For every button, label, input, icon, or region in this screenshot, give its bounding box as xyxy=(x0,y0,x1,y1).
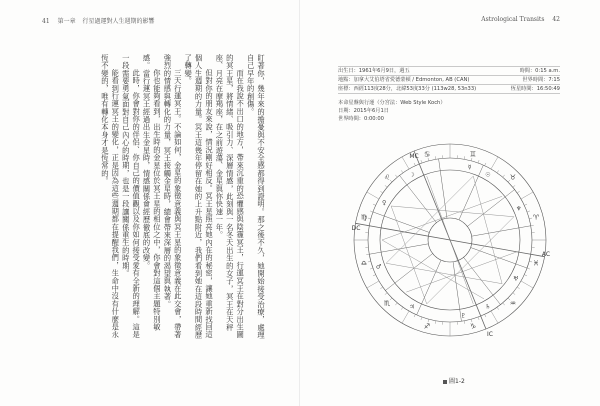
degree-tick xyxy=(524,204,527,205)
left-page-number: 41 xyxy=(42,18,50,25)
transit-info-line: 世界時間：0:00:00 xyxy=(338,116,384,122)
table-cell: 恆星時間：16:50:49 xyxy=(510,86,560,92)
list-item xyxy=(338,115,498,123)
degree-tick xyxy=(380,287,382,289)
degree-tick xyxy=(402,157,409,169)
transit-info xyxy=(338,99,498,123)
degree-tick xyxy=(435,156,436,159)
planet-glyph: ♃ xyxy=(409,303,415,311)
degree-tick xyxy=(385,293,387,295)
aspect-line xyxy=(391,206,514,217)
degree-tick xyxy=(529,261,532,262)
degree-tick xyxy=(503,175,505,177)
degree-tick xyxy=(497,307,499,309)
right-running-header xyxy=(481,16,560,23)
degree-tick xyxy=(421,317,422,320)
astrology-chart-wheel xyxy=(350,140,550,340)
left-running-header xyxy=(42,16,155,25)
table-row xyxy=(338,66,560,76)
figure-caption xyxy=(443,376,465,385)
degree-tick xyxy=(367,192,379,199)
degree-tick xyxy=(524,275,527,276)
planet-glyph: ♄ xyxy=(485,303,491,311)
degree-tick xyxy=(478,160,479,163)
degree-tick xyxy=(485,314,486,317)
caption-label: 圖1-2 xyxy=(449,378,465,385)
degree-tick xyxy=(402,311,409,323)
zodiac-sign-glyph: ♏ xyxy=(383,299,391,308)
degree-tick xyxy=(366,254,369,255)
asc-label: AC xyxy=(541,251,550,258)
degree-tick xyxy=(529,218,532,219)
paragraph: 三天行運冥王。不論如何，金星的象徵意義與冥王星的象徵意義在此交會，帶著強烈的情感與轉化的力量，冥王接觸金星時，總會帶來深層的渴望與執著。 xyxy=(163,54,183,339)
caption-marker xyxy=(443,380,447,384)
house-cusp-line xyxy=(472,226,531,236)
degree-tick xyxy=(464,321,465,324)
left-chapter-label: 第一章 xyxy=(57,18,76,25)
degree-tick xyxy=(401,170,403,172)
house-cusp-line xyxy=(369,244,428,254)
degree-tick xyxy=(385,185,387,187)
aspect-line xyxy=(473,176,502,284)
degree-tick xyxy=(368,218,371,219)
degree-tick xyxy=(517,191,519,193)
degree-tick xyxy=(368,261,371,262)
degree-tick xyxy=(527,211,530,212)
planet-glyph: ☉ xyxy=(485,171,491,179)
planet-glyph: ♆ xyxy=(516,205,522,213)
zodiac-sign-glyph: ♋ xyxy=(423,150,431,159)
house-cusp-line xyxy=(373,212,429,233)
birth-info-table xyxy=(338,66,560,94)
planet-glyph: ☿ xyxy=(467,164,472,172)
vertical-body-text xyxy=(40,54,266,340)
aspect-line xyxy=(427,176,474,304)
planet-glyph: ♅ xyxy=(513,275,519,283)
aspect-line xyxy=(386,263,502,283)
degree-tick xyxy=(503,303,505,305)
transit-info-line: 本命星盤與行運（分宮法：Web Style Koch） xyxy=(338,100,446,106)
degree-tick xyxy=(464,156,465,159)
zodiac-sign-glyph: ♉ xyxy=(509,173,517,182)
zodiac-sign-glyph: ♈ xyxy=(532,213,540,222)
paragraph: 能看到行運冥王的變化，正是因為這些週期都在提醒我們，生命中沒有什麼是永恆不變的，唯有轉化本身才是恆常的。 xyxy=(100,54,121,339)
zodiac-sign-glyph: ♍ xyxy=(360,213,368,222)
degree-tick xyxy=(395,303,397,305)
chart-wheel-svg xyxy=(350,140,550,340)
table-row xyxy=(338,76,560,85)
degree-tick xyxy=(491,311,498,323)
right-page-number: 42 xyxy=(552,16,560,23)
degree-tick xyxy=(435,321,436,324)
paragraph: 此時，你會對你的伴侶、你自己的價值觀以及你如何接受愛有全新的理解。這是一段需要勇氣面對自己內心的時期，也是一段讓關係重生的時期。 xyxy=(121,54,142,339)
degree-tick xyxy=(414,314,415,317)
ic-label: IC xyxy=(487,331,493,338)
degree-tick xyxy=(395,175,397,177)
paragraph: 你也能夠看到，出生時的金星位於冥王星的相位之中，你會對這個主題特別敏感。當行運冥王經過出生金星時，情感關係會經歷徹底的改變。 xyxy=(142,54,162,331)
dc-label: DC xyxy=(351,225,361,232)
degree-tick xyxy=(373,204,376,205)
list-item xyxy=(338,99,498,107)
degree-tick xyxy=(421,160,422,163)
house-cusp-line xyxy=(471,248,527,269)
degree-tick xyxy=(370,211,373,212)
degree-tick xyxy=(485,163,486,166)
degree-tick xyxy=(370,268,373,269)
table-cell: 時間：0:15 a.m. xyxy=(519,68,560,74)
degree-tick xyxy=(497,170,499,172)
degree-tick xyxy=(414,163,415,166)
aspect-line xyxy=(391,206,427,304)
table-cell: 出生日：1961年6月9日，週五 xyxy=(338,68,410,74)
aspect-line xyxy=(382,196,502,240)
degree-tick xyxy=(401,307,403,309)
degree-tick xyxy=(367,281,379,288)
degree-tick xyxy=(478,317,479,320)
degree-tick xyxy=(380,191,382,193)
right-book-title: Astrological Transits xyxy=(481,16,545,23)
table-cell: 世界時間：7:15 xyxy=(522,77,560,83)
planet-glyph: ♀ xyxy=(381,199,387,207)
zodiac-sign-glyph: ♎ xyxy=(360,259,368,268)
zodiac-sign-glyph: ♊ xyxy=(469,150,477,159)
table-cell: 地點：加拿大艾伯塔省愛德蒙頓 / Edmonton, AB (CAN) xyxy=(338,77,470,83)
house-cusp-line xyxy=(467,190,514,227)
zodiac-sign-glyph: ♐ xyxy=(423,322,431,331)
paragraph: 但對你的朋友來說，情況剛好相反。冥王星照亮她內在的秘密，讓她重新找回這個人生週期的力量。冥王這幾年停留在她的上升點附近，我們看到她在這段時間經歷了轉變。 xyxy=(184,54,214,339)
degree-tick xyxy=(531,225,534,226)
degree-tick xyxy=(527,268,530,269)
zodiac-sign-glyph: ♌ xyxy=(383,173,391,182)
zodiac-sign-glyph: ♒ xyxy=(509,299,517,308)
transit-info-line: 日期：2015年6月1日 xyxy=(338,108,389,114)
degree-tick xyxy=(373,275,376,276)
planet-glyph: ☽ xyxy=(409,171,415,179)
paragraph: 盯著你，幾年來的擔憂與不安全感都得到證明。那之後不久，她開始接受治療，處理自己早年的創傷。 xyxy=(246,54,266,339)
paragraph: 而在我說不出口的地方，帶來沉重的恐懼感與陰霾冥王，行運冥王在對分出生圖的冥王星，將情緒、吸引力、深層情感，此刻與一名冬天出生的女子，冥王在天秤座、月亮在摩羯座，在之前遊蕩、金星與你快速一年。 xyxy=(215,54,246,339)
degree-tick xyxy=(521,192,533,199)
zodiac-sign-glyph: ♓ xyxy=(532,259,540,268)
degree-tick xyxy=(521,281,533,288)
degree-tick xyxy=(491,157,498,169)
mc-label: MC xyxy=(409,153,419,160)
table-row xyxy=(338,85,560,94)
zodiac-sign-glyph: ♑ xyxy=(469,322,477,331)
left-chapter-title: 行星過運對人生週期的影響 xyxy=(82,18,155,25)
house-cusp-line xyxy=(400,175,437,222)
planet-glyph: ♇ xyxy=(460,312,466,320)
planet-glyph: ♂ xyxy=(375,263,382,271)
degree-tick xyxy=(517,287,519,289)
list-item xyxy=(338,107,498,115)
table-cell: 座標：西經113度28分，北緯53度33分 (113w28, 53n33) xyxy=(338,86,477,92)
degree-tick xyxy=(513,185,515,187)
degree-tick xyxy=(513,293,515,295)
